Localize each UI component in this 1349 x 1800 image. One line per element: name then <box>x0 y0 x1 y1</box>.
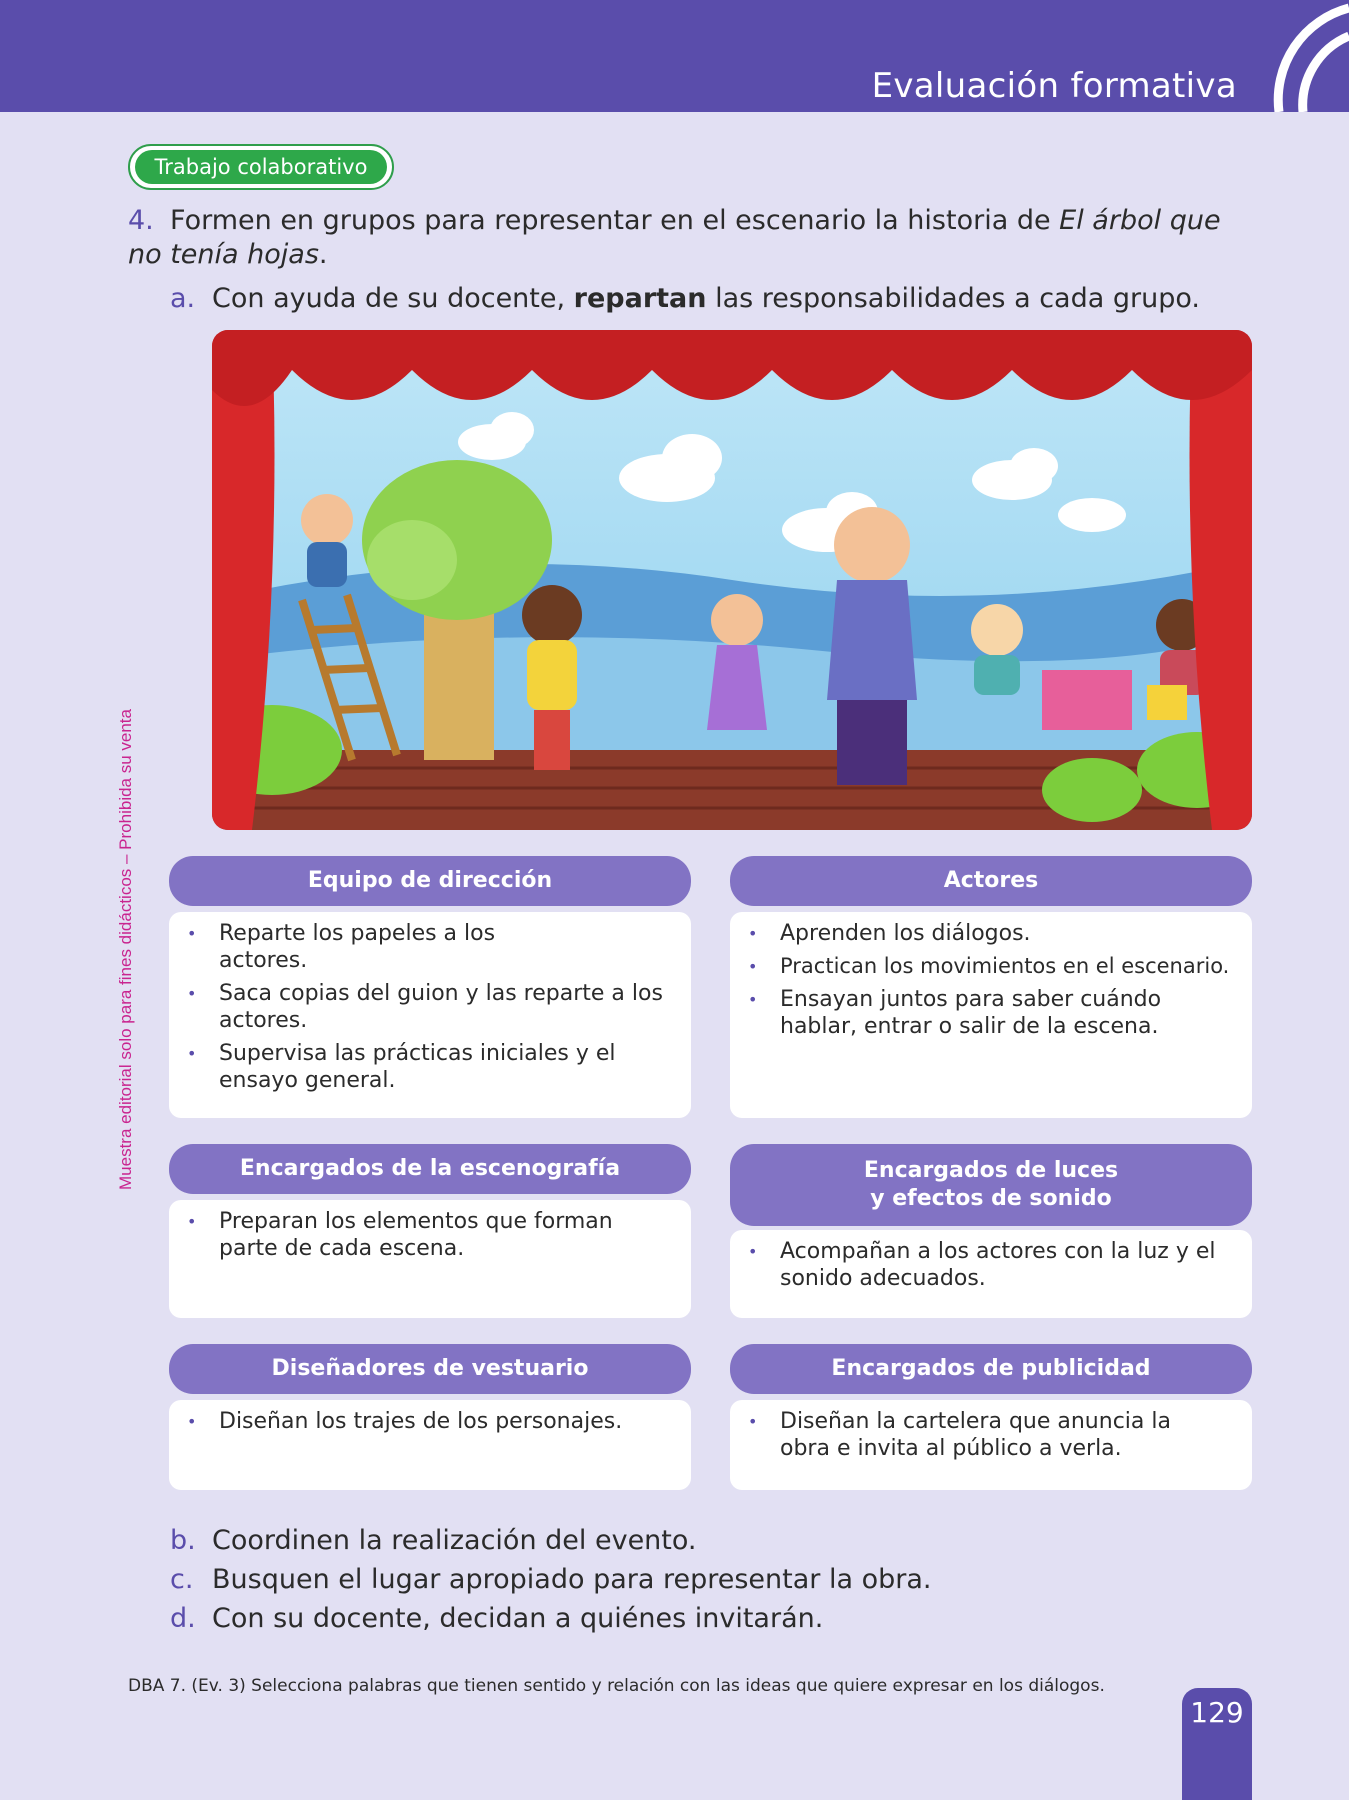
subitem-text: Busquen el lugar apropiado para representar la obra. <box>212 1564 932 1595</box>
role-item <box>740 1408 1242 1462</box>
subitem-a <box>170 282 1200 316</box>
subitem-c <box>170 1563 931 1597</box>
role-body-lights-sound <box>730 1230 1252 1318</box>
role-item: • Aprenden los diálogos. <box>740 920 1242 947</box>
subitem-b <box>170 1524 697 1558</box>
collaborative-work-badge <box>128 144 394 190</box>
subitem-bold: repartan <box>573 283 707 314</box>
page-number: 129 <box>1182 1688 1252 1800</box>
question-text: Formen en grupos para representar en el escenario la historia de <box>170 205 1060 236</box>
subitem-text: Coordinen la realización del evento. <box>212 1525 697 1556</box>
story-title: El árbol que no tenía hojas <box>128 205 1221 270</box>
role-item-text: Supervisa las prácticas iniciales y el ensayo general. <box>219 1041 616 1093</box>
subitem-d <box>170 1602 823 1636</box>
role-item-text: Ensayan juntos para saber cuándo hablar, entrar o salir de la escena. <box>780 987 1162 1039</box>
theater-stage-illustration <box>212 330 1252 830</box>
role-header-line: y efectos de sonido <box>870 1186 1112 1211</box>
subitem-text: Con su docente, decidan a quiénes invitarán. <box>212 1603 824 1634</box>
role-body-scenery <box>169 1200 691 1318</box>
side-note: Muestra editorial solo para fines didácticos – Prohibida su venta <box>116 709 135 1190</box>
badge-label: Trabajo colaborativo <box>135 150 387 184</box>
role-header-advertising: Encargados de publicidad <box>730 1344 1252 1394</box>
role-item: • Saca copias del guion y las reparte a los actores. <box>179 980 681 1034</box>
role-body-actors <box>730 912 1252 1118</box>
role-item-text: Diseñan la cartelera que anuncia la obra e invita al público a verla. <box>780 1409 1171 1461</box>
role-header-costumes: Diseñadores de vestuario <box>169 1344 691 1394</box>
decorative-arcs-icon <box>1239 0 1349 112</box>
role-body-advertising <box>730 1400 1252 1490</box>
section-title: Evaluación formativa <box>871 66 1237 106</box>
role-header-scenery: Encargados de la escenografía <box>169 1144 691 1194</box>
role-item-text: Acompañan a los actores con la luz y el sonido adecuados. <box>780 1239 1216 1291</box>
subitem-text-end: las responsabilidades a cada grupo. <box>706 283 1200 314</box>
subitem-letter: b. <box>170 1525 196 1556</box>
role-item <box>179 920 681 974</box>
role-item: • Practican los movimientos en el escenario. <box>740 953 1242 980</box>
role-item-text: Reparte los papeles a los actores. <box>219 921 496 973</box>
role-header-direction: Equipo de dirección <box>169 856 691 906</box>
role-item <box>740 1238 1242 1292</box>
subitem-letter: a. <box>170 283 196 314</box>
role-header-actors: Actores <box>730 856 1252 906</box>
role-body-direction <box>169 912 691 1118</box>
stage-image <box>212 330 1252 830</box>
role-body-costumes <box>169 1400 691 1490</box>
subitem-letter: c. <box>170 1564 194 1595</box>
page-header <box>0 0 1349 112</box>
footer-note: DBA 7. (Ev. 3) Selecciona palabras que tienen sentido y relación con las ideas que quiere expresar en los diálogos. <box>128 1676 1105 1696</box>
question-number: 4. <box>128 205 154 236</box>
role-item: • Diseñan los trajes de los personajes. <box>179 1408 681 1435</box>
role-header-lights-sound <box>730 1144 1252 1226</box>
role-item-text: Preparan los elementos que forman parte de cada escena. <box>219 1209 613 1261</box>
role-item <box>740 986 1242 1040</box>
role-item <box>179 1040 681 1094</box>
role-item <box>179 1208 681 1262</box>
question-4 <box>128 204 1258 272</box>
subitem-letter: d. <box>170 1603 196 1634</box>
subitem-text: Con ayuda de su docente, <box>212 283 574 314</box>
role-header-line: Encargados de luces <box>863 1158 1119 1183</box>
question-period: . <box>318 239 328 270</box>
